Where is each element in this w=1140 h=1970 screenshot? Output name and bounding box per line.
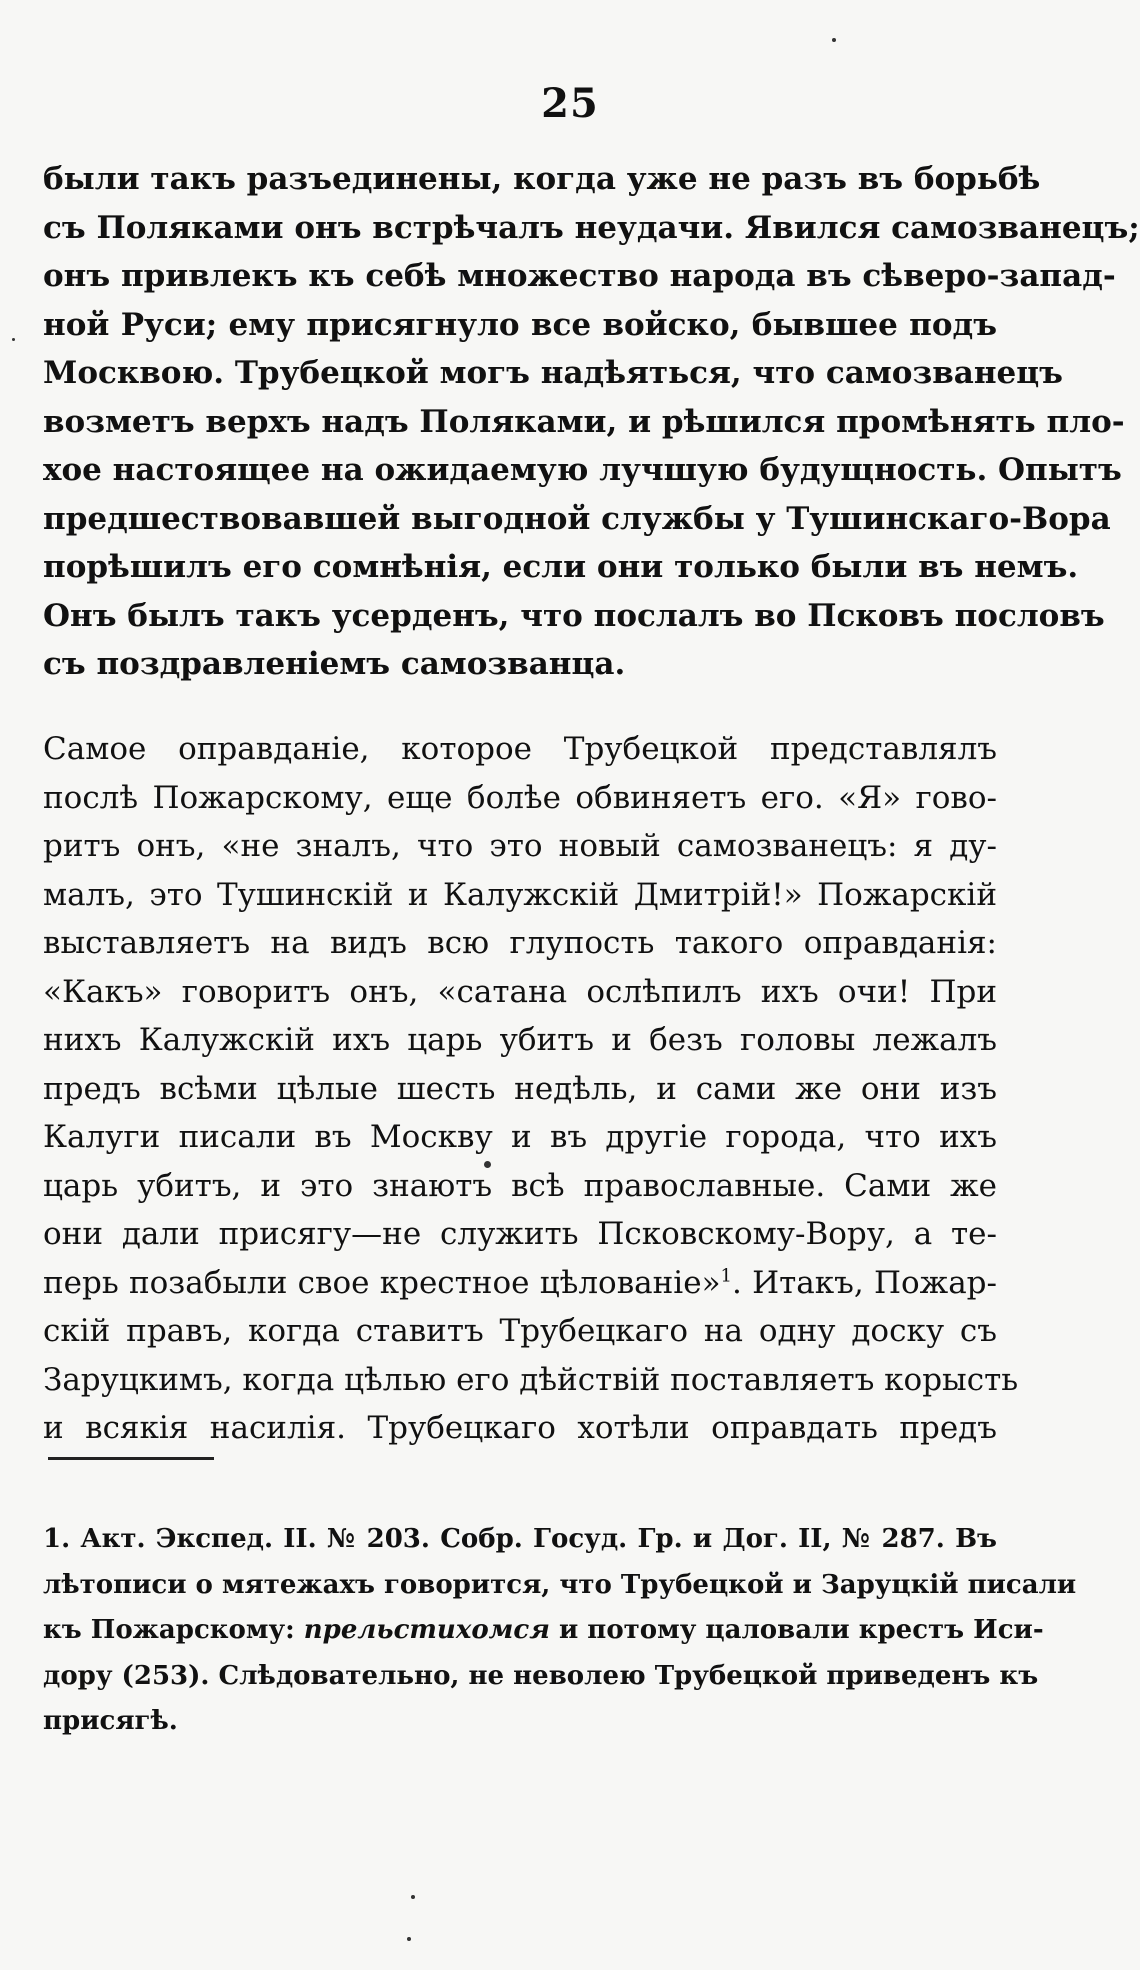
- text-line: и всякія насилія. Трубецкаго хотѣли оправдать предъ: [43, 1410, 997, 1446]
- print-speck: [484, 1161, 491, 1168]
- text-line: порѣшилъ его сомнѣнія, если они только были въ немъ.: [43, 549, 1079, 585]
- print-speck: [832, 38, 836, 42]
- footnote: [43, 1517, 1077, 1745]
- text-line: Онъ былъ такъ усерденъ, что послалъ во Псковъ пословъ: [43, 597, 1105, 634]
- text-line: ритъ онъ, «не зналъ, что это новый самозванецъ: я ду-: [43, 828, 997, 864]
- footnote-separator: [48, 1457, 214, 1460]
- text-line: были такъ разъединены, когда уже не разъ въ борьбѣ: [43, 161, 1041, 197]
- footnote-emphasis: прельстихомся: [303, 1615, 550, 1645]
- text-line-part: . Итакъ, Пожар-: [732, 1264, 997, 1301]
- text-line: возметъ верхъ надъ Поляками, и рѣшился промѣнять пло-: [43, 403, 1125, 440]
- text-line: послѣ Пожарскому, еще болѣе обвиняетъ его. «Я» гово-: [43, 779, 997, 816]
- text-line-with-footnote: [43, 1259, 997, 1308]
- text-line: предъ всѣми цѣлые шесть недѣль, и сами же они изъ: [43, 1070, 997, 1107]
- footnote-line: присягѣ.: [43, 1706, 178, 1736]
- text-line: съ Поляками онъ встрѣчалъ неудачи. Явился самозванецъ;: [43, 209, 1140, 246]
- text-line: онъ привлекъ къ себѣ множество народа въ сѣверо-запад-: [43, 258, 1116, 294]
- footnote-reference: 1: [720, 1265, 732, 1287]
- footnote-line: [43, 1608, 1044, 1654]
- footnote-line: 1. Акт. Экспед. II. № 203. Собр. Госуд. Гр. и Дог. II, № 287. Въ: [43, 1524, 997, 1554]
- print-speck: [411, 1895, 415, 1899]
- text-line: выставляетъ на видъ всю глупость такого оправданія:: [43, 925, 997, 961]
- page-number: 25: [541, 80, 599, 127]
- paragraph-1: [43, 155, 1140, 689]
- print-speck: [12, 338, 15, 341]
- footnote-text: къ Пожарскому:: [43, 1615, 304, 1645]
- text-line: скій правъ, когда ставитъ Трубецкаго на одну доску съ: [43, 1313, 997, 1349]
- print-speck: [407, 1937, 411, 1941]
- text-line: съ поздравленіемъ самозванца.: [43, 646, 626, 682]
- text-line-part: перь позабыли свое крестное цѣлованіе»: [43, 1264, 721, 1301]
- text-line: они дали присягу—не служить Псковскому-Вору, а те-: [43, 1216, 997, 1252]
- text-line: малъ, это Тушинскій и Калужскій Дмитрій!» Пожарскій: [43, 876, 997, 913]
- text-line: Самое оправданіе, которое Трубецкой представлялъ: [43, 731, 997, 767]
- text-line: Заруцкимъ, когда цѣлью его дѣйствій поставляетъ корысть: [43, 1361, 1019, 1398]
- text-line: предшествовавшей выгодной службы у Тушинскаго-Вора: [43, 500, 1111, 537]
- text-line: «Какъ» говоритъ онъ, «сатана ослѣпилъ ихъ очи! При: [43, 973, 997, 1010]
- text-line: Москвою. Трубецкой могъ надѣяться, что самозванецъ: [43, 355, 1063, 391]
- text-line: царь убитъ, и это знаютъ всѣ православные. Сами же: [43, 1167, 997, 1204]
- footnote-line: дору (253). Слѣдовательно, не неволею Трубецкой приведенъ къ: [43, 1660, 1039, 1691]
- text-line: хое настоящее на ожидаемую лучшую будущность. Опытъ: [43, 452, 1122, 488]
- text-line: ной Руси; ему присягнуло все войско, бывшее подъ: [43, 306, 997, 343]
- footnote-text: и потому цаловали крестъ Иси-: [549, 1615, 1044, 1645]
- text-line: Калуги писали въ Москву и въ другіе города, что ихъ: [43, 1119, 997, 1155]
- footnote-line: лѣтописи о мятежахъ говорится, что Трубецкой и Заруцкій писали: [43, 1569, 1077, 1600]
- text-line: нихъ Калужскій ихъ царь убитъ и безъ головы лежалъ: [43, 1022, 997, 1058]
- paragraph-2: [43, 725, 1019, 1453]
